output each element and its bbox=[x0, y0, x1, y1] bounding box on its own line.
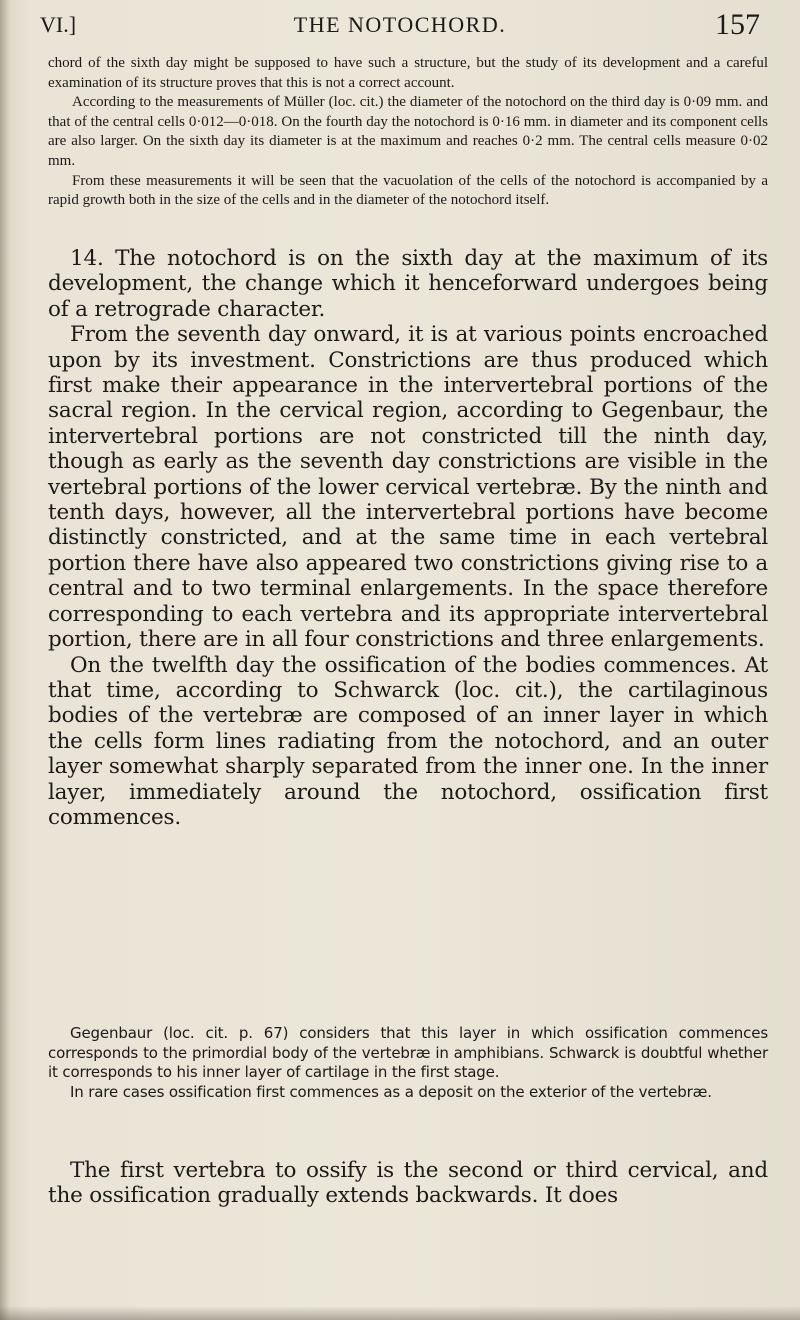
small-print-section bbox=[48, 54, 768, 211]
small-paragraph: chord of the sixth day might be supposed to have such a structure, but the study of its development and a careful examination of its structure proves that this is not a correct account. bbox=[48, 55, 768, 91]
footnote-section bbox=[48, 1024, 768, 1102]
page-number: 157 bbox=[715, 8, 760, 41]
section-14-paragraph: 14. The notochord is on the sixth day at the maximum of its development, the change which it henceforward undergoes being of a retrograde character. bbox=[48, 246, 768, 322]
small-paragraph: According to the measurements of Müller (loc. cit.) the diameter of the notochord on the third day is 0·09 mm. and that of the central cells 0·012—0·018. On the fourth day the notochord is 0·16 mm. in diameter and its component cells are also larger. On the sixth day its diameter is at the maximum and reaches 0·2 mm. The central cells measure 0·02 mm. bbox=[48, 94, 768, 169]
page-gutter-shadow bbox=[0, 0, 10, 1320]
body-paragraph: On the twelfth day the ossification of the bodies commences. At that time, according to Schwarck (loc. cit.), the cartilaginous bodies of the vertebræ are composed of an inner layer in which the cells form lines radiating from the notochord, and an outer layer somewhat sharply separated from the inner one. In the inner layer, immediately around the notochord, ossification first commences. bbox=[48, 652, 768, 830]
closing-text-section bbox=[48, 1158, 768, 1209]
running-title: THE NOTOCHORD. bbox=[293, 12, 507, 37]
note-paragraph: In rare cases ossification first commences as a deposit on the exterior of the vertebræ. bbox=[70, 1082, 712, 1101]
page-bottom-shadow bbox=[0, 1306, 800, 1320]
small-paragraph: From these measurements it will be seen that the vacuolation of the cells of the notochord is accompanied by a rapid growth both in the size of the cells and in the diameter of the notochord itself. bbox=[48, 172, 768, 209]
chapter-marker: VI.] bbox=[40, 12, 77, 37]
note-paragraph: Gegenbaur (loc. cit. p. 67) considers that this layer in which ossification commences corresponds to the primordial body of the vertebræ in amphibians. Schwarck is doubtful whether it corresponds to his inner layer of cartilage in the first stage. bbox=[48, 1024, 768, 1082]
body-paragraph: The first vertebra to ossify is the second or third cervical, and the ossification gradually extends backwards. It does bbox=[48, 1158, 768, 1209]
main-text-section bbox=[48, 246, 768, 830]
running-header bbox=[40, 8, 760, 48]
body-paragraph: From the seventh day onward, it is at various points encroached upon by its investment. Constrictions are thus produced which first make their appearance in the intervertebral portions of the sacral region. In the cervical region, according to Gegenbaur, the intervertebral portions are not constricted till the ninth day, though as early as the seventh day constrictions are visible in the vertebral portions of the lower cervical vertebræ. By the ninth and tenth days, however, all the intervertebral portions have become distinctly constricted, and at the same time in each vertebral portion there have also appeared two constrictions giving rise to a central and to two terminal enlargements. In the space therefore corresponding to each vertebra and its appropriate intervertebral portion, there are in all four constrictions and three enlargements. bbox=[48, 322, 768, 653]
